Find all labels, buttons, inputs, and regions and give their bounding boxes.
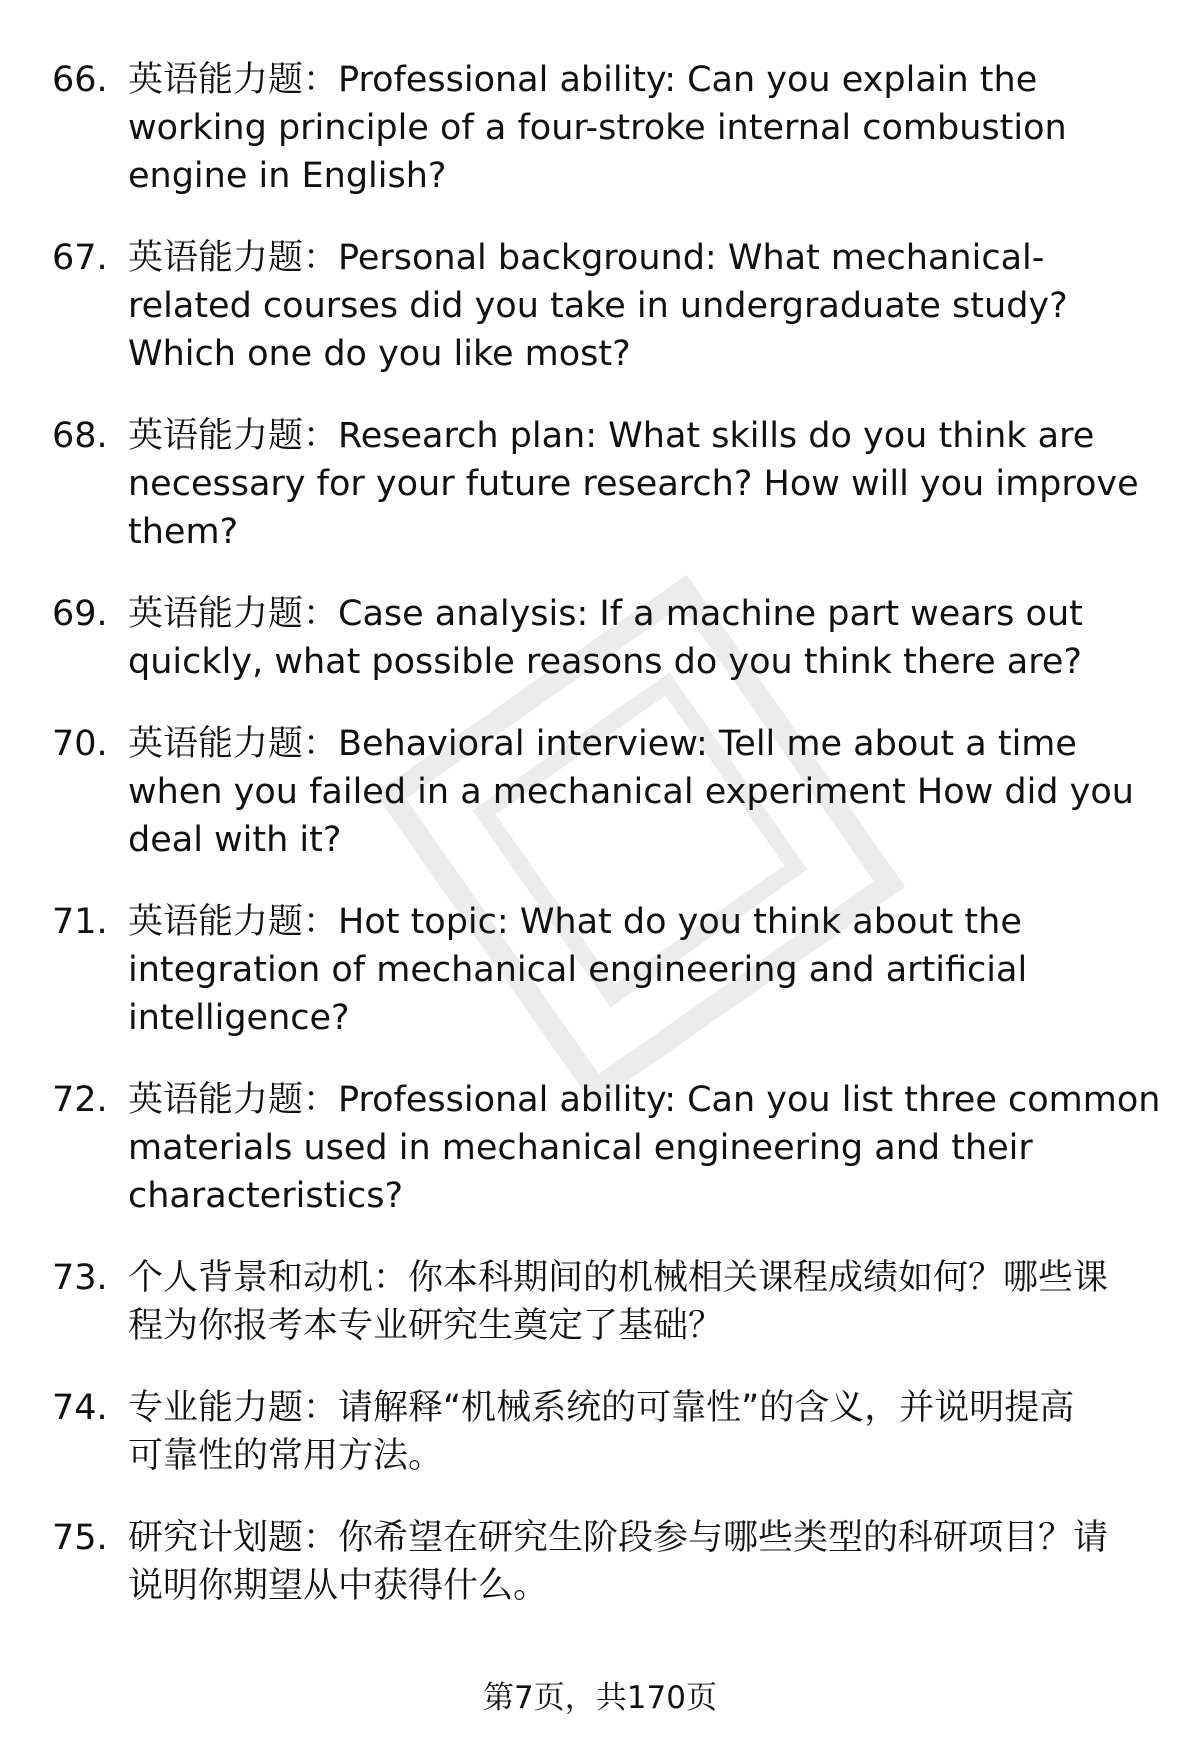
question-text: 英语能力题：Behavioral interview: Tell me about a time when you failed in a mechanical experiment How did you deal with it? [128,724,1134,860]
question-item [52,1384,1162,1480]
question-text: 专业能力题：请解释“机械系统的可靠性”的含义，并说明提高 可靠性的常用方法。 [128,1388,1075,1476]
question-item [52,234,1162,378]
question-item [52,56,1162,200]
question-number: 66. [52,60,108,100]
question-item [52,1254,1162,1350]
question-item [52,1514,1162,1610]
question-text: 英语能力题：Professional ability: Can you explain the working principle of a four-stroke internal combustion engine in English? [128,60,1067,196]
question-text: 英语能力题：Personal background: What mechanical- related courses did you take in undergraduate study? Which one do you like most? [128,238,1068,374]
question-number: 71. [52,902,108,942]
page-footer: 第7页，共170页 [483,1680,717,1716]
question-number: 72. [52,1080,108,1120]
question-number: 74. [52,1388,108,1428]
question-text: 英语能力题：Hot topic: What do you think about the integration of mechanical engineering and artificial intelligence? [128,902,1028,1038]
question-number: 75. [52,1518,108,1558]
question-text: 研究计划题：你希望在研究生阶段参与哪些类型的科研项目？请 说明你期望从中获得什么。 [128,1518,1109,1606]
question-item [52,412,1162,556]
question-number: 69. [52,594,108,634]
question-number: 70. [52,724,108,764]
question-text: 英语能力题：Professional ability: Can you list three common materials used in mechanical engineering and their characteristics? [128,1080,1161,1216]
question-item [52,898,1162,1042]
question-text: 个人背景和动机：你本科期间的机械相关课程成绩如何？哪些课 程为你报考本专业研究生奠定了基础？ [128,1258,1109,1346]
question-item [52,720,1162,864]
question-text: 英语能力题：Case analysis: If a machine part wears out quickly, what possible reasons do you think there are? [128,594,1083,682]
question-list [52,56,1162,1644]
question-number: 67. [52,238,108,278]
question-number: 73. [52,1258,108,1298]
question-text: 英语能力题：Research plan: What skills do you think are necessary for your future research? How will you improve them? [128,416,1139,552]
question-item [52,1076,1162,1220]
question-number: 68. [52,416,108,456]
question-item [52,590,1162,686]
